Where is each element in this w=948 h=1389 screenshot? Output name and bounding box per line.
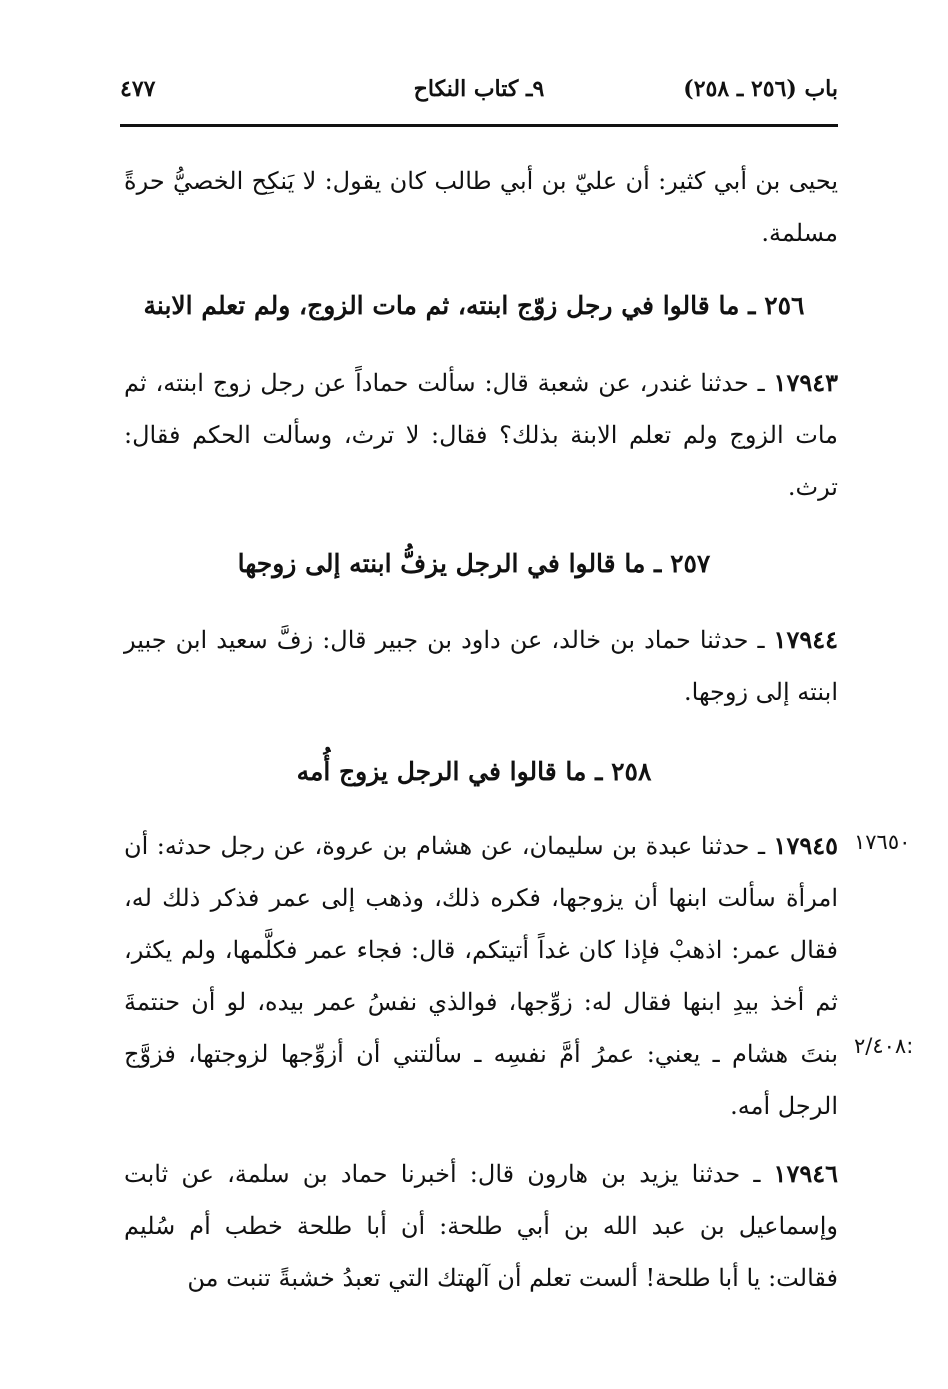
continuation-paragraph: يحيى بن أبي كثير: أن عليّ بن أبي طالب كان يقول: لا يَنكِح الخصيُّ حرةً مسلمة.	[124, 167, 838, 247]
hadith-17943	[124, 357, 838, 513]
hadith-17946	[124, 1148, 838, 1304]
section-heading-258: ٢٥٨ ـ ما قالوا في الرجل يزوج أُمه	[296, 757, 652, 786]
header-rule	[120, 124, 838, 127]
hadith-text: ـ حدثنا حماد بن خالد، عن داود بن جبير قال: زفَّ سعيد ابن جبير ابنته إلى زوجها.	[124, 626, 838, 706]
hadith-number: ١٧٩٤٦	[773, 1159, 838, 1188]
hadith-number: ١٧٩٤٣	[773, 368, 838, 397]
margin-reference: ١٧٦٥٠	[854, 830, 911, 854]
section-heading-257: ٢٥٧ ـ ما قالوا في الرجل يزفُّ ابنته إلى زوجها	[237, 549, 711, 578]
chapter-range: باب (٢٥٦ ـ ٢٥٨)	[683, 76, 838, 102]
hadith-number: ١٧٩٤٤	[773, 625, 838, 654]
hadith-text: ـ حدثنا غندر، عن شعبة قال: سألت حماداً عن رجل زوج ابنته، ثم مات الزوج ولم تعلم الابنة بذلك؟ فقال: لا ترث، وسألت الحكم فقال: ترث.	[124, 369, 838, 501]
hadith-17945	[124, 820, 838, 1132]
hadith-text: ـ حدثنا يزيد بن هارون قال: أخبرنا حماد بن سلمة، عن ثابت وإسماعيل بن عبد الله بن أبي طلحة: أن أبا طلحة خطب أم سُليم فقالت: يا أبا طلحة! ألست تعلم أن آلهتك التي تعبدُ خشبةً تنبت من	[124, 1160, 838, 1292]
page-number: ٤٧٧	[120, 76, 156, 102]
running-header	[120, 76, 838, 120]
section-heading-256: ٢٥٦ ـ ما قالوا في رجل زوّج ابنته، ثم مات الزوج، ولم تعلم الابنة	[143, 291, 805, 320]
margin-reference: ٢/٤٠٨:	[854, 1034, 914, 1058]
hadith-number: ١٧٩٤٥	[773, 831, 838, 860]
hadith-17944	[124, 614, 838, 718]
book-title: ٩ـ كتاب النكاح	[413, 76, 545, 102]
hadith-text: ـ حدثنا عبدة بن سليمان، عن هشام بن عروة، عن رجل حدثه: أن امرأة سألت ابنها أن يزوجها، فكره ذلك، وذهب إلى عمر فذكر ذلك له، فقال عمر: اذهبْ فإذا كان غداً أتيتكم، قال: فجاء عمر فكلَّمها، ولم يكثر، ثم أخذ بيدِ ابنها فقال له: زوِّجها، فوالذي نفسُ عمر بيده، لو أن حنتمةَ بنتَ هشام ـ يعني: عمرُ أمَّ نفسِه ـ سألتني أن أزوِّجها لزوجتها، فزوَّج الرجل أمه.	[124, 832, 838, 1120]
